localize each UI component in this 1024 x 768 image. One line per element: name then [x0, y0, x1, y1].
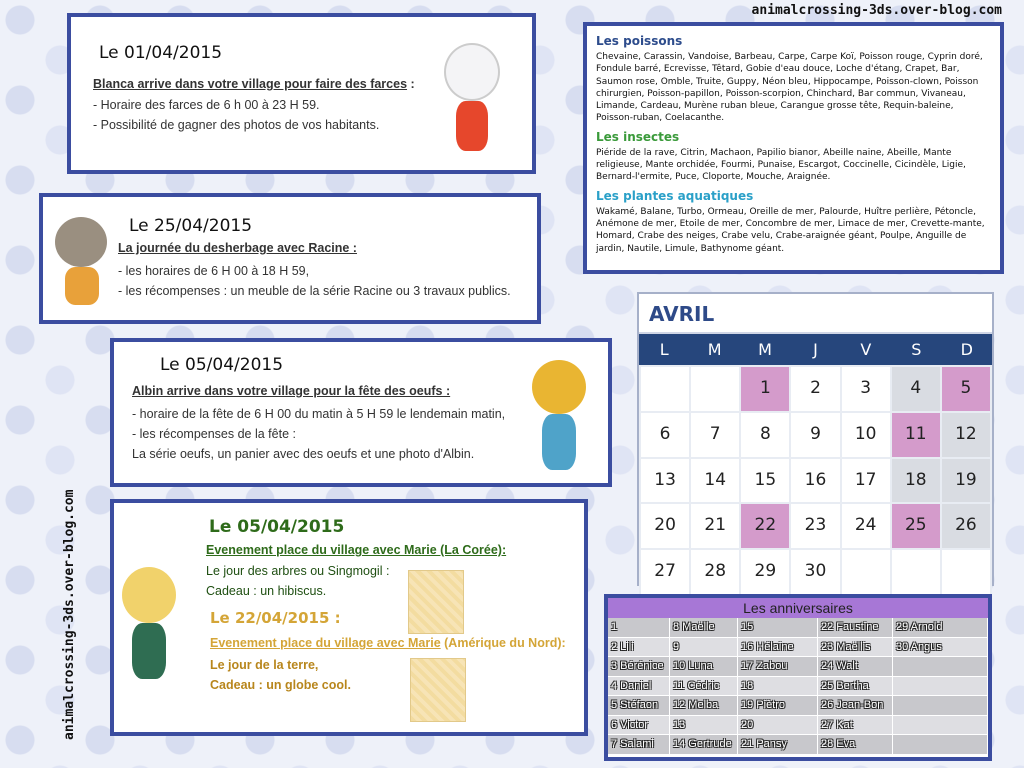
weekday-label: M [707, 340, 722, 359]
calendar-day: 16 [791, 459, 839, 503]
event-line: - les récompenses : un meuble de la série Racine ou 3 travaux publics. [118, 284, 511, 298]
site-watermark-top: animalcrossing-3ds.over-blog.com [751, 3, 1002, 18]
event-card-albin [110, 338, 612, 487]
calendar-day: 3 [842, 367, 890, 411]
globe-item-image [410, 658, 466, 722]
birthday-cell: 12 Melba [670, 696, 738, 716]
list-text-insects: Piéride de la rave, Citrin, Machaon, Papilio bianor, Abeille naine, Abeille, Mante religieuse, Mante orchidée, Fourmi, Punaise, Escargot, Coccinelle, Cicindèle, Ligie, Bernard-l'ermite, Puce, Cloporte, Mouche, Araignée. [596, 147, 966, 183]
list-heading-plants: Les plantes aquatiques [596, 188, 754, 203]
birthday-cell: 24 Walt [818, 657, 893, 677]
event-card-marie [110, 499, 588, 736]
site-watermark-side: animalcrossing-3ds.over-blog.com [62, 489, 77, 740]
birthday-cell: 5 Stéfaon [608, 696, 670, 716]
calendar-day: 25 [892, 504, 940, 548]
birthday-cell: 16 Hélaine [738, 638, 818, 658]
calendar-day: 24 [842, 504, 890, 548]
calendar-day: 22 [741, 504, 789, 548]
calendar-day: 7 [691, 413, 739, 457]
calendar-day [892, 550, 940, 594]
calendar-day: 6 [641, 413, 689, 457]
birthday-cell [893, 735, 988, 755]
event-date: Le 05/04/2015 [209, 517, 345, 537]
albin-character-image [526, 356, 592, 474]
calendar-day: 12 [942, 413, 990, 457]
birthday-cell [893, 677, 988, 697]
calendar-day: 2 [791, 367, 839, 411]
birthday-cell: 20 [738, 716, 818, 736]
birthday-cell: 27 Kat [818, 716, 893, 736]
marie-character-image [118, 565, 180, 683]
event-line: - les récompenses de la fête : [132, 427, 296, 441]
calendar-grid [639, 365, 992, 596]
calendar-day: 15 [741, 459, 789, 503]
event-line: - Possibilité de gagner des photos de vos habitants. [93, 118, 380, 132]
list-heading-fish: Les poissons [596, 34, 683, 48]
birthday-cell [893, 696, 988, 716]
list-heading-insects: Les insectes [596, 129, 680, 144]
birthdays-title: Les anniversaires [608, 598, 988, 618]
calendar-day: 23 [791, 504, 839, 548]
birthday-cell: 15 [738, 618, 818, 638]
calendar-day: 21 [691, 504, 739, 548]
weekday-label: V [860, 340, 872, 359]
event-date-2: Le 22/04/2015 : [210, 609, 341, 627]
birthday-cell: 8 Maëlle [670, 618, 738, 638]
calendar-day: 26 [942, 504, 990, 548]
birthday-cell: 22 Faustine [818, 618, 893, 638]
calendar-day: 8 [741, 413, 789, 457]
weekday-label: M [758, 340, 772, 359]
birthday-cell: 14 Gertrude [670, 735, 738, 755]
calendar-day [942, 550, 990, 594]
calendar-day: 1 [741, 367, 789, 411]
calendar-day: 5 [942, 367, 990, 411]
birthday-cell: 26 Jean-Bon [818, 696, 893, 716]
event-title: Albin arrive dans votre village pour la fête des oeufs : [132, 384, 451, 398]
birthday-cell [893, 716, 988, 736]
birthdays-grid [608, 618, 988, 755]
event-card-blanca [67, 13, 536, 174]
calendar-day: 9 [791, 413, 839, 457]
birthday-cell: 25 Bertha [818, 677, 893, 697]
calendar-weekdays [639, 334, 992, 365]
birthday-cell [893, 657, 988, 677]
calendar-day: 17 [842, 459, 890, 503]
calendar-day: 30 [791, 550, 839, 594]
weekday-label: D [960, 340, 973, 359]
event-line: Le jour de la terre, [210, 658, 319, 672]
event-date: Le 05/04/2015 [160, 355, 284, 375]
birthday-cell: 3 Bérénice [608, 657, 670, 677]
calendar-day: 29 [741, 550, 789, 594]
birthdays-table [604, 594, 992, 761]
birthday-cell: 4 Daniel [608, 677, 670, 697]
calendar-day: 28 [691, 550, 739, 594]
birthday-cell: 10 Luna [670, 657, 738, 677]
event-line: Le jour des arbres ou Singmogil : [206, 564, 390, 578]
event-title: Blanca arrive dans votre village pour faire des farces : [93, 77, 415, 91]
calendar-day: 10 [842, 413, 890, 457]
event-card-racine [39, 193, 541, 324]
birthday-cell: 21 Pansy [738, 735, 818, 755]
event-title-2: Evenement place du village avec Marie (Amérique du Nord): [210, 636, 566, 650]
calendar-day: 4 [892, 367, 940, 411]
weekday-label: J [813, 340, 818, 359]
birthday-cell: 23 Maëllis [818, 638, 893, 658]
event-line: - Horaire des farces de 6 h 00 à 23 H 59. [93, 98, 320, 112]
birthday-cell: 9 [670, 638, 738, 658]
birthday-cell: 28 Eva [818, 735, 893, 755]
calendar-day: 20 [641, 504, 689, 548]
birthday-cell: 6 Victor [608, 716, 670, 736]
birthday-cell: 30 Angus [893, 638, 988, 658]
calendar-day: 14 [691, 459, 739, 503]
calendar-day: 27 [641, 550, 689, 594]
birthday-cell: 19 Piètro [738, 696, 818, 716]
birthday-cell: 17 Zabou [738, 657, 818, 677]
birthday-cell: 2 Lili [608, 638, 670, 658]
event-title: Evenement place du village avec Marie (La Corée): [206, 543, 507, 557]
event-date: Le 25/04/2015 [129, 216, 253, 236]
calendar-day: 11 [892, 413, 940, 457]
racine-character-image [53, 215, 111, 307]
calendar-day [641, 367, 689, 411]
event-line: - horaire de la fête de 6 H 00 du matin à 5 H 59 le lendemain matin, [132, 407, 506, 421]
birthday-cell: 1 [608, 618, 670, 638]
list-text-plants: Wakamé, Balane, Turbo, Ormeau, Oreille de mer, Palourde, Huître perlière, Pétoncle, Anémone de mer, Etoile de mer, Concombre de mer, Limace de mer, Crevette-mante, Homard, Crabe des neiges, Crabe velu, Crabe-araignée géant, Poulpe, Anguille de jardin, Nautile, Limule, Bathynome géant. [596, 206, 985, 254]
weekday-label: S [911, 340, 922, 359]
calendar-day: 13 [641, 459, 689, 503]
event-date: Le 01/04/2015 [99, 43, 223, 63]
list-text-fish: Chevaine, Carassin, Vandoise, Barbeau, Carpe, Carpe Koï, Poisson rouge, Cyprin doré, Fondule barré, Ecrevisse, Têtard, Gobie d'eau douce, Loche d'étang, Crapet, Bar, Saumon rose, Omble, Truite, Guppy, Néon bleu, Hippocampe, Poisson-clown, Poisson chirurgien, Poisson-papillon, Poisson-scorpion, Chinchard, Bar commun, Vivaneau, Limande, Cardeau, Murène ruban bleue, Carangue grosse tête, Requin-baleine, Poisson-ruban, Coelacanthe. [596, 52, 983, 124]
birthday-cell: 11 Cédric [670, 677, 738, 697]
calendar-day [842, 550, 890, 594]
event-title: La journée du desherbage avec Racine : [118, 241, 357, 255]
calendar-day [691, 367, 739, 411]
calendar-day: 18 [892, 459, 940, 503]
calendar-day: 19 [942, 459, 990, 503]
april-calendar [637, 292, 994, 586]
event-line: - les horaires de 6 H 00 à 18 H 59, [118, 264, 310, 278]
event-line: Cadeau : un hibiscus. [206, 584, 327, 598]
birthday-cell: 18 [738, 677, 818, 697]
birthday-cell: 29 Arnold [893, 618, 988, 638]
birthday-cell: 7 Salami [608, 735, 670, 755]
calendar-month: AVRIL [639, 294, 992, 334]
event-line: Cadeau : un globe cool. [210, 678, 351, 692]
species-list-panel [583, 22, 1004, 274]
birthday-cell: 13 [670, 716, 738, 736]
hibiscus-item-image [408, 570, 464, 634]
blanca-character-image [442, 39, 502, 159]
event-line: La série oeufs, un panier avec des oeufs et une photo d'Albin. [132, 447, 475, 461]
weekday-label: L [659, 340, 669, 359]
